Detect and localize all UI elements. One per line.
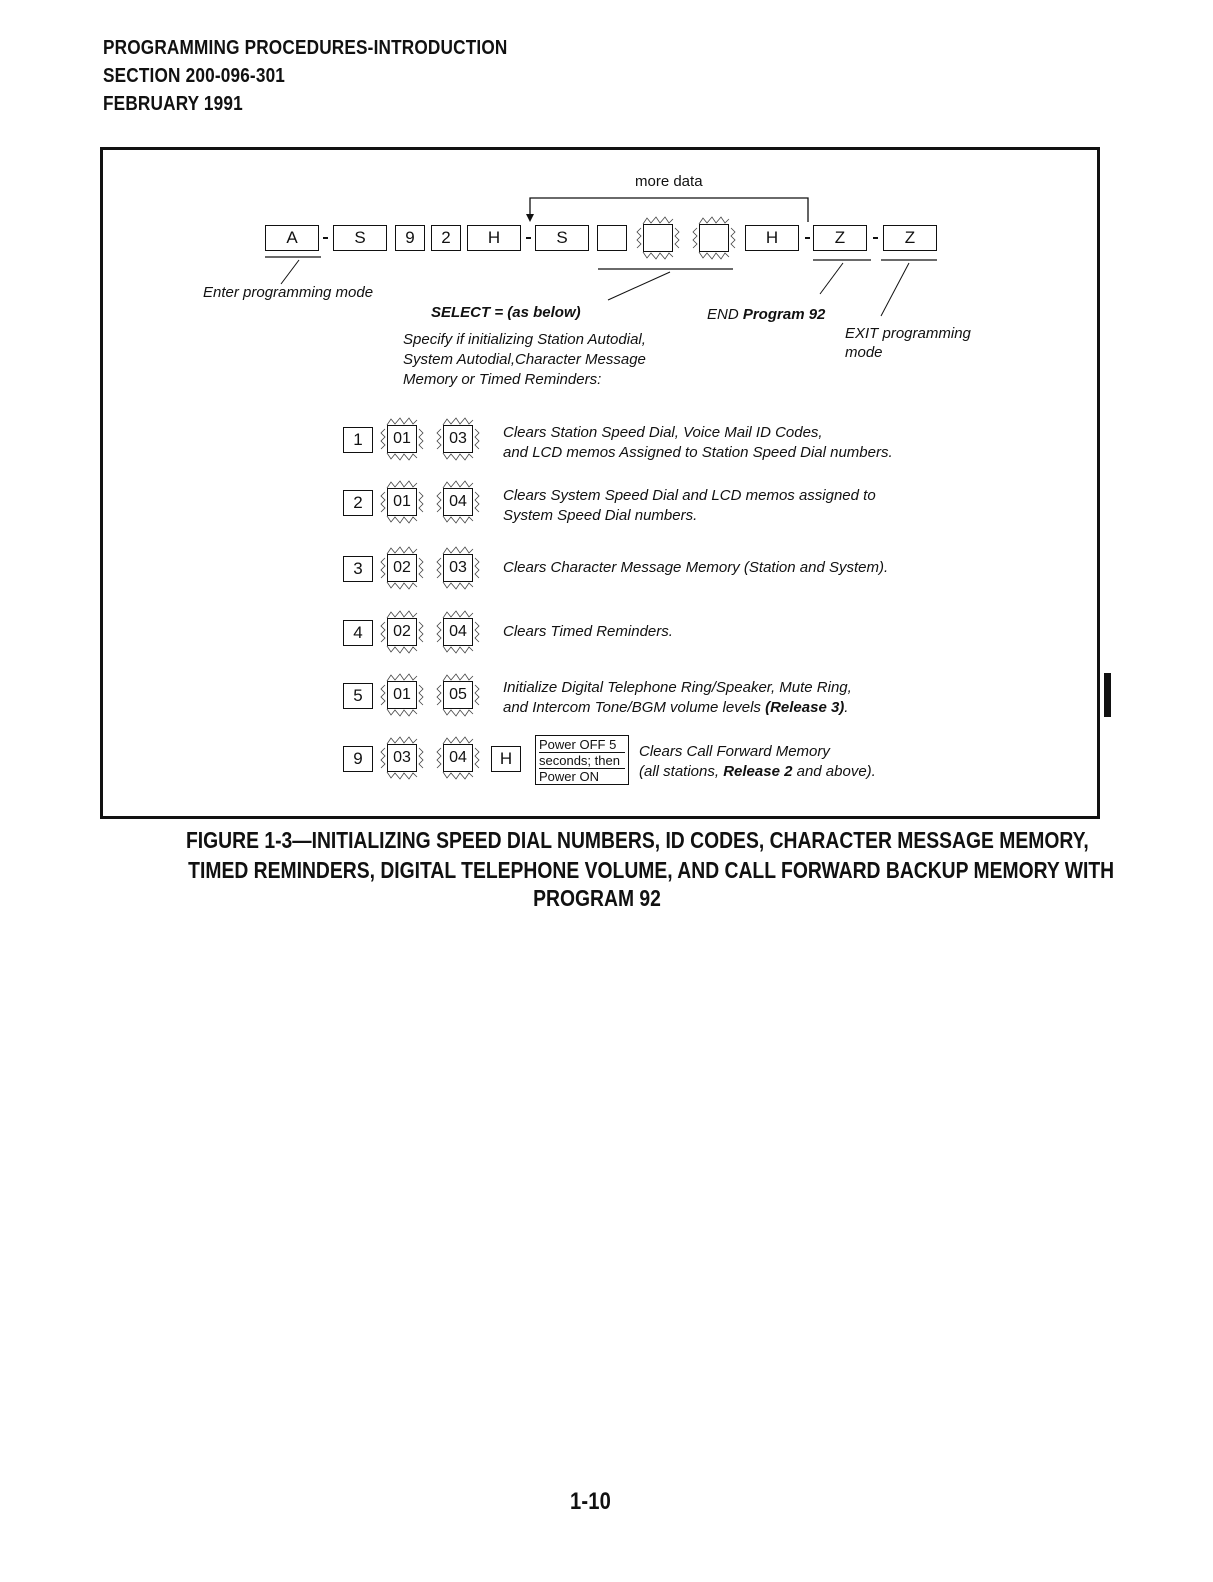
row-description: Clears Timed Reminders. — [503, 623, 673, 640]
select-label: SELECT = (as below) — [431, 304, 581, 321]
key-s: S — [333, 225, 387, 251]
select-key: 2 — [343, 490, 373, 516]
flashing-led-key: 02 — [387, 618, 417, 646]
flashing-led-key: 03 — [387, 744, 417, 772]
figure-caption-line-1: FIGURE 1-3—INITIALIZING SPEED DIAL NUMBERS, ID CODES, CHARACTER MESSAGE MEMORY, — [185, 827, 1089, 853]
select-key: 5 — [343, 683, 373, 709]
row-description: Clears Station Speed Dial, Voice Mail ID Codes, — [503, 424, 823, 441]
page-number: 1-10 — [570, 1488, 612, 1515]
flashing-led-key: 01 — [387, 681, 417, 709]
more-data-label: more data — [635, 173, 703, 190]
key-s-2: S — [535, 225, 589, 251]
exit-label-2: mode — [845, 344, 883, 361]
change-bar — [1104, 673, 1111, 717]
flashing-led-key: 05 — [443, 681, 473, 709]
key-z: Z — [813, 225, 867, 251]
select-key: H — [491, 746, 521, 772]
key-9: 9 — [395, 225, 425, 251]
figure-box — [100, 147, 1100, 819]
row-description: Clears Character Message Memory (Station and System). — [503, 559, 889, 576]
hyphen — [873, 237, 878, 239]
key-h: H — [467, 225, 521, 251]
header-line-2: SECTION 200-096-301 — [103, 65, 286, 87]
key-h-2: H — [745, 225, 799, 251]
flashing-led-key: 04 — [443, 488, 473, 516]
flashing-led-key: 03 — [443, 554, 473, 582]
key-z-2: Z — [883, 225, 937, 251]
flashing-led-key: 03 — [443, 425, 473, 453]
select-key: 4 — [343, 620, 373, 646]
header-line-1: PROGRAMMING PROCEDURES-INTRODUCTION — [103, 37, 508, 59]
row-description: Clears System Speed Dial and LCD memos assigned to — [503, 487, 876, 504]
row-description: and LCD memos Assigned to Station Speed Dial numbers. — [503, 444, 893, 461]
flashing-led-key: 02 — [387, 554, 417, 582]
flashing-led-key — [699, 224, 729, 252]
specify-line-3: Memory or Timed Reminders: — [403, 371, 602, 388]
row-description: System Speed Dial numbers. — [503, 507, 698, 524]
flashing-led-key — [643, 224, 673, 252]
figure-caption-line-3: PROGRAM 92 — [533, 885, 661, 911]
row-description: and Intercom Tone/BGM volume levels (Release 3). — [503, 699, 849, 716]
flashing-led-key: 01 — [387, 425, 417, 453]
hyphen — [323, 237, 328, 239]
select-key: 9 — [343, 746, 373, 772]
specify-line-2: System Autodial,Character Message — [403, 351, 646, 368]
hyphen — [526, 237, 531, 239]
row-description: Clears Call Forward Memory — [639, 743, 830, 760]
end-program-label: END Program 92 — [707, 306, 826, 323]
enter-programming-mode-label: Enter programming mode — [203, 284, 374, 301]
flashing-led-key: 04 — [443, 744, 473, 772]
row-description: Initialize Digital Telephone Ring/Speaker, Mute Ring, — [503, 679, 852, 696]
row-description: (all stations, Release 2 and above). — [639, 763, 876, 780]
flashing-led-key: 04 — [443, 618, 473, 646]
header-line-3: FEBRUARY 1991 — [103, 93, 243, 115]
select-key: 3 — [343, 556, 373, 582]
specify-line-1: Specify if initializing Station Autodial, — [403, 331, 646, 348]
key-blank — [597, 225, 627, 251]
key-a: A — [265, 225, 319, 251]
exit-label-1: EXIT programming — [845, 325, 971, 342]
hyphen — [805, 237, 810, 239]
key-2: 2 — [431, 225, 461, 251]
select-key: 1 — [343, 427, 373, 453]
flashing-led-key: 01 — [387, 488, 417, 516]
figure-caption-line-2: TIMED REMINDERS, DIGITAL TELEPHONE VOLUME, AND CALL FORWARD BACKUP MEMORY WITH — [188, 857, 1115, 883]
power-cycle-box: Power OFF 5 seconds; then Power ON — [535, 735, 629, 785]
